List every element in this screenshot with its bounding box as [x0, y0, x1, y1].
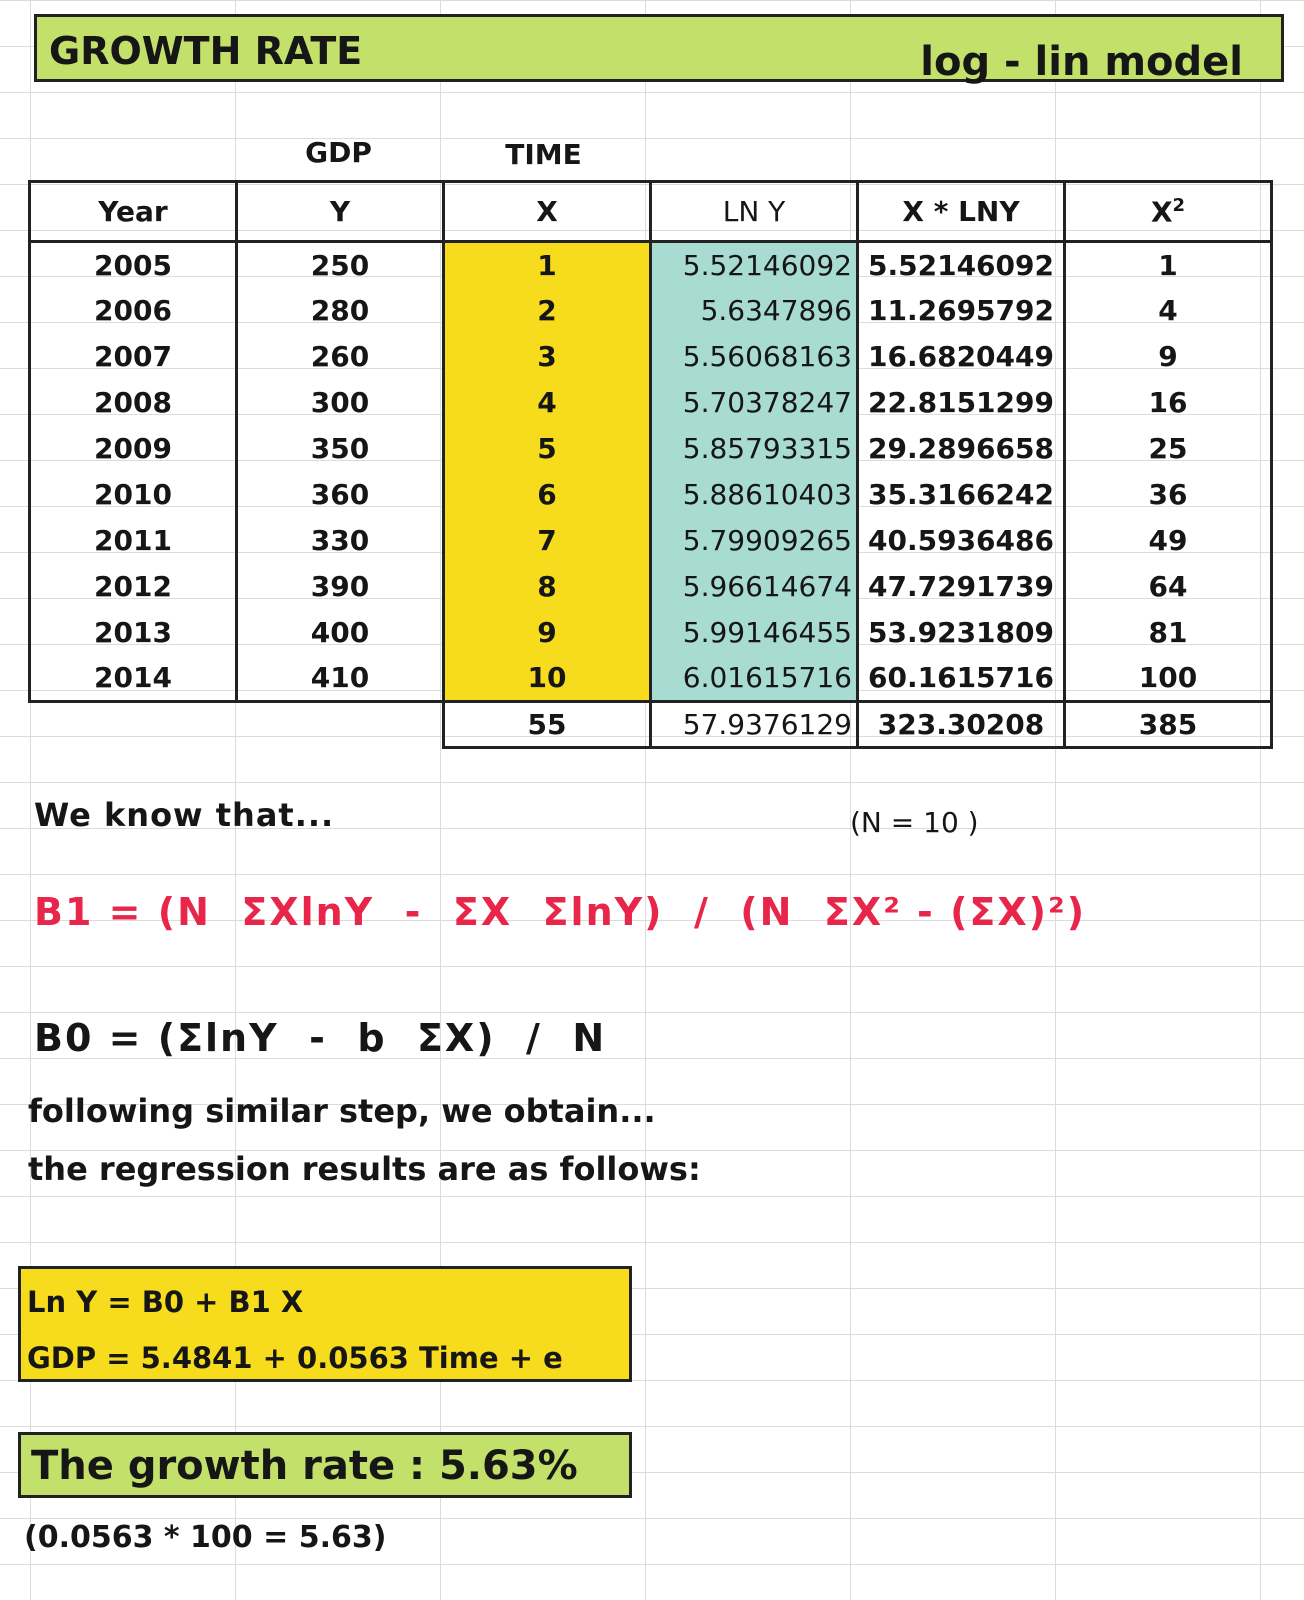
- step-text: following similar step, we obtain...: [28, 1092, 656, 1130]
- cell-x: 9: [444, 610, 651, 656]
- cell-x2: 81: [1065, 610, 1272, 656]
- results-intro-text: the regression results are as follows:: [28, 1150, 701, 1188]
- cell-x-lny: 53.9231809: [858, 610, 1065, 656]
- ln-y-column-header: LN Y: [651, 182, 858, 242]
- title-banner: [34, 14, 1284, 85]
- cell-ln-y: 5.79909265: [651, 518, 858, 564]
- cell-year: 2013: [30, 610, 237, 656]
- cell-year: 2010: [30, 472, 237, 518]
- cell-x2: 25: [1065, 426, 1272, 472]
- y-column-header: Y: [237, 182, 444, 242]
- cell-ln-y: 5.88610403: [651, 472, 858, 518]
- growth-rate-box: [18, 1432, 632, 1498]
- cell-y: 360: [237, 472, 444, 518]
- table-row: [30, 518, 1272, 564]
- regression-result-box: [18, 1266, 632, 1382]
- table-row: [30, 380, 1272, 426]
- cell-y: 300: [237, 380, 444, 426]
- x-lny-column-header: X * LNY: [858, 182, 1065, 242]
- blank-cell: [237, 702, 444, 748]
- cell-ln-y: 6.01615716: [651, 656, 858, 702]
- blank-cell: [30, 702, 237, 748]
- we-know-text: We know that...: [34, 796, 335, 834]
- table-header-row: [30, 182, 1272, 242]
- growth-calculation: (0.0563 * 100 = 5.63): [24, 1520, 387, 1555]
- cell-y: 280: [237, 288, 444, 334]
- cell-x2: 64: [1065, 564, 1272, 610]
- cell-y: 330: [237, 518, 444, 564]
- cell-x-lny: 47.7291739: [858, 564, 1065, 610]
- table-row: [30, 656, 1272, 702]
- cell-x-lny: 11.2695792: [858, 288, 1065, 334]
- cell-x-lny: 60.1615716: [858, 656, 1065, 702]
- table-row: [30, 242, 1272, 288]
- year-column-header: Year: [30, 182, 237, 242]
- cell-y: 390: [237, 564, 444, 610]
- growth-rate-text: The growth rate : 5.63%: [31, 1443, 578, 1489]
- cell-x-lny: 40.5936486: [858, 518, 1065, 564]
- cell-year: 2005: [30, 242, 237, 288]
- cell-y: 260: [237, 334, 444, 380]
- cell-ln-y: 5.6347896: [651, 288, 858, 334]
- cell-year: 2006: [30, 288, 237, 334]
- cell-ln-y: 5.96614674: [651, 564, 858, 610]
- cell-x: 6: [444, 472, 651, 518]
- model-equation: Ln Y = B0 + B1 X: [27, 1285, 304, 1319]
- cell-x: 8: [444, 564, 651, 610]
- totals-row: [30, 702, 1272, 748]
- cell-year: 2007: [30, 334, 237, 380]
- cell-x2: 4: [1065, 288, 1272, 334]
- x-column-header: X: [444, 182, 651, 242]
- cell-ln-y: 5.85793315: [651, 426, 858, 472]
- cell-y: 350: [237, 426, 444, 472]
- cell-y: 410: [237, 656, 444, 702]
- cell-x2: 36: [1065, 472, 1272, 518]
- cell-x: 10: [444, 656, 651, 702]
- cell-x-lny: 29.2896658: [858, 426, 1065, 472]
- cell-ln-y: 5.70378247: [651, 380, 858, 426]
- cell-year: 2008: [30, 380, 237, 426]
- time-header: TIME: [505, 138, 582, 171]
- estimated-equation: GDP = 5.4841 + 0.0563 Time + e: [27, 1341, 563, 1375]
- cell-x2: 49: [1065, 518, 1272, 564]
- cell-ln-y: 5.56068163: [651, 334, 858, 380]
- table-row: [30, 564, 1272, 610]
- cell-x2: 16: [1065, 380, 1272, 426]
- b0-formula: B0 = (ΣlnY - b ΣX) / N: [34, 1016, 607, 1060]
- total-x2: 385: [1065, 702, 1272, 748]
- cell-x-lny: 35.3166242: [858, 472, 1065, 518]
- x-squared-base: X: [1150, 195, 1173, 229]
- cell-ln-y: 5.52146092: [651, 242, 858, 288]
- cell-ln-y: 5.99146455: [651, 610, 858, 656]
- n-value: (N = 10 ): [850, 806, 979, 839]
- x-squared-exponent: 2: [1172, 194, 1186, 216]
- total-x: 55: [444, 702, 651, 748]
- cell-year: 2014: [30, 656, 237, 702]
- page-title: GROWTH RATE: [49, 29, 363, 73]
- cell-x2: 1: [1065, 242, 1272, 288]
- b1-formula: B1 = (N ΣXlnY - ΣX ΣlnY) / (N ΣX² - (ΣX)²): [34, 890, 1087, 934]
- gdp-header: GDP: [305, 136, 372, 169]
- total-ln-y: 57.9376129: [651, 702, 858, 748]
- cell-x: 4: [444, 380, 651, 426]
- model-title: log - lin model: [920, 39, 1243, 85]
- x-squared-column-header: [1065, 182, 1272, 242]
- cell-y: 250: [237, 242, 444, 288]
- table-row: [30, 426, 1272, 472]
- table-row: [30, 334, 1272, 380]
- cell-year: 2009: [30, 426, 237, 472]
- cell-x-lny: 16.6820449: [858, 334, 1065, 380]
- table-row: [30, 288, 1272, 334]
- table-row: [30, 472, 1272, 518]
- cell-x: 3: [444, 334, 651, 380]
- cell-year: 2011: [30, 518, 237, 564]
- cell-y: 400: [237, 610, 444, 656]
- cell-year: 2012: [30, 564, 237, 610]
- total-x-lny: 323.30208: [858, 702, 1065, 748]
- cell-x: 7: [444, 518, 651, 564]
- cell-x: 1: [444, 242, 651, 288]
- table-row: [30, 610, 1272, 656]
- cell-x-lny: 22.8151299: [858, 380, 1065, 426]
- cell-x2: 9: [1065, 334, 1272, 380]
- cell-x2: 100: [1065, 656, 1272, 702]
- cell-x: 2: [444, 288, 651, 334]
- cell-x: 5: [444, 426, 651, 472]
- regression-table: [28, 180, 1273, 749]
- cell-x-lny: 5.52146092: [858, 242, 1065, 288]
